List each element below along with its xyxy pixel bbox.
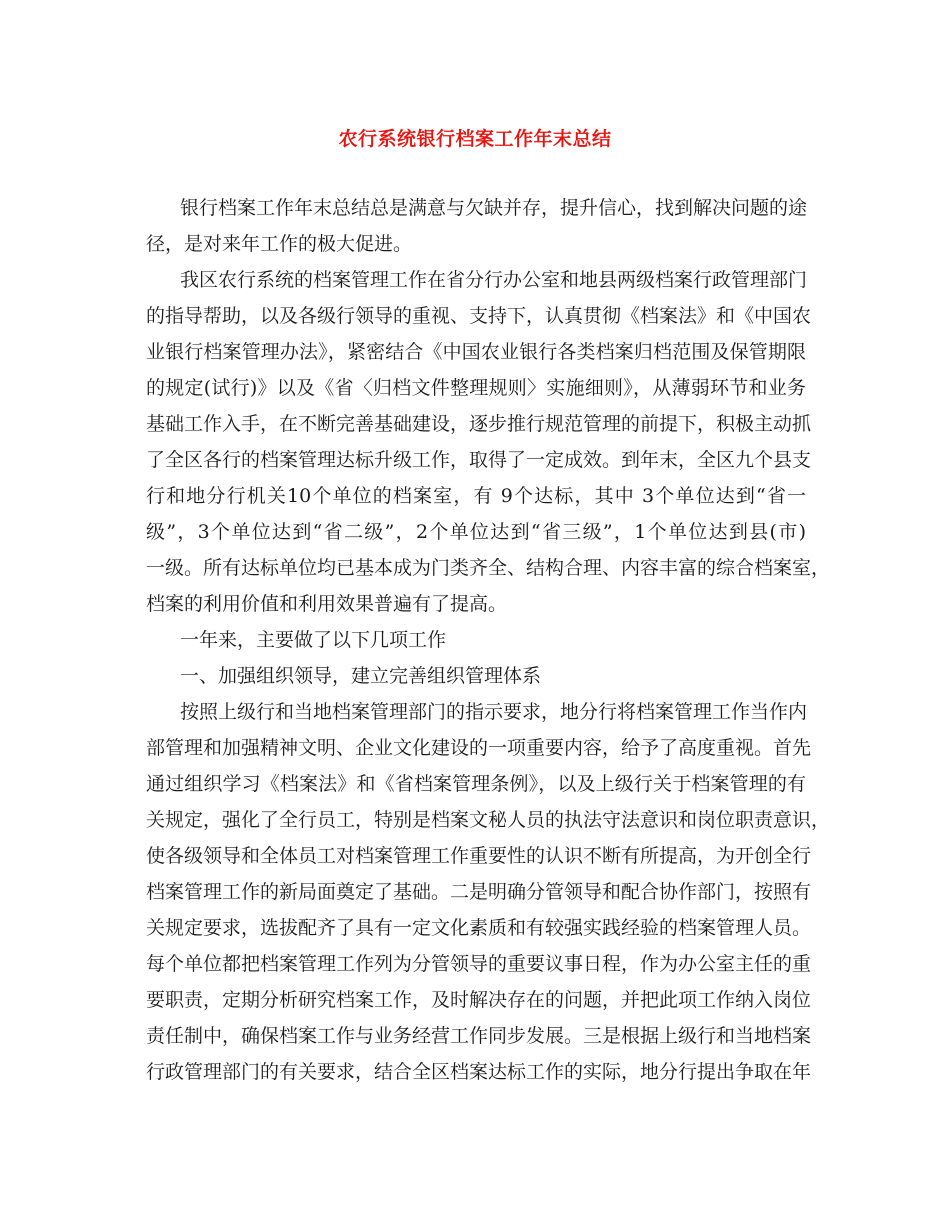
text-line: 部管理和加强精神文明、企业文化建设的一项重要内容，给予了高度重视。首先 xyxy=(146,737,812,759)
text-line: 要职责，定期分析研究档案工作，及时解决存在的问题，并把此项工作纳入岗位 xyxy=(146,989,812,1011)
text-line: 通过组织学习《档案法》和《省档案管理条例》，以及上级行关于档案管理的有 xyxy=(146,773,806,795)
text-line: 关规定要求，选拔配齐了具有一定文化素质和有较强实践经验的档案管理人员。 xyxy=(146,917,812,939)
text-line: 关规定，强化了全行员工，特别是档案文秘人员的执法守法意识和岗位职责意识， xyxy=(146,809,831,831)
text-line: 了全区各行的档案管理达标升级工作，取得了一定成效。到年末，全区九个县支 xyxy=(146,449,812,471)
text-line: 一、加强组织领导，建立完善组织管理体系 xyxy=(180,665,542,687)
text-line: 的规定(试行)》以及《省〈归档文件整理规则〉实施细则》，从薄弱环节和业务 xyxy=(146,377,806,399)
text-line: 级”，3个单位达到“省二级”，2个单位达到“省三级”，1个单位达到县(市) xyxy=(146,521,806,543)
document-title: 农行系统银行档案工作年末总结 xyxy=(338,128,612,150)
text-line: 业银行档案管理办法》，紧密结合《中国农业银行各类档案归档范围及保管期限 xyxy=(146,341,806,363)
text-line: 责任制中，确保档案工作与业务经营工作同步发展。三是根据上级行和当地档案 xyxy=(146,1025,812,1047)
text-line: 一级。所有达标单位均已基本成为门类齐全、结构合理、内容丰富的综合档案室， xyxy=(146,557,831,579)
text-line: 的指导帮助，以及各级行领导的重视、支持下，认真贯彻《档案法》和《中国农 xyxy=(146,305,812,327)
text-line: 档案管理工作的新局面奠定了基础。二是明确分管领导和配合协作部门，按照有 xyxy=(146,881,812,903)
document-body xyxy=(146,190,831,1090)
text-line: 一年来，主要做了以下几项工作 xyxy=(180,629,447,651)
text-line: 银行档案工作年末总结总是满意与欠缺并存，提升信心，找到解决问题的途 xyxy=(180,197,808,219)
text-line: 基础工作入手，在不断完善基础建设，逐步推行规范管理的前提下，积极主动抓 xyxy=(146,413,812,435)
text-line: 使各级领导和全体员工对档案管理工作重要性的认识不断有所提高，为开创全行 xyxy=(146,845,812,867)
text-line: 行和地分行机关10个单位的档案室，有 9个达标，其中 3个单位达到“省一 xyxy=(146,485,806,507)
text-line: 行政管理部门的有关要求，结合全区档案达标工作的实际，地分行提出争取在年 xyxy=(146,1061,812,1083)
text-line: 按照上级行和当地档案管理部门的指示要求，地分行将档案管理工作当作内 xyxy=(180,701,808,723)
text-line: 档案的利用价值和利用效果普遍有了提高。 xyxy=(146,593,508,615)
text-line: 我区农行系统的档案管理工作在省分行办公室和地县两级档案行政管理部门 xyxy=(180,269,808,291)
text-line: 径，是对来年工作的极大促进。 xyxy=(146,233,413,255)
text-line: 每个单位都把档案管理工作列为分管领导的重要议事日程，作为办公室主任的重 xyxy=(146,953,812,975)
